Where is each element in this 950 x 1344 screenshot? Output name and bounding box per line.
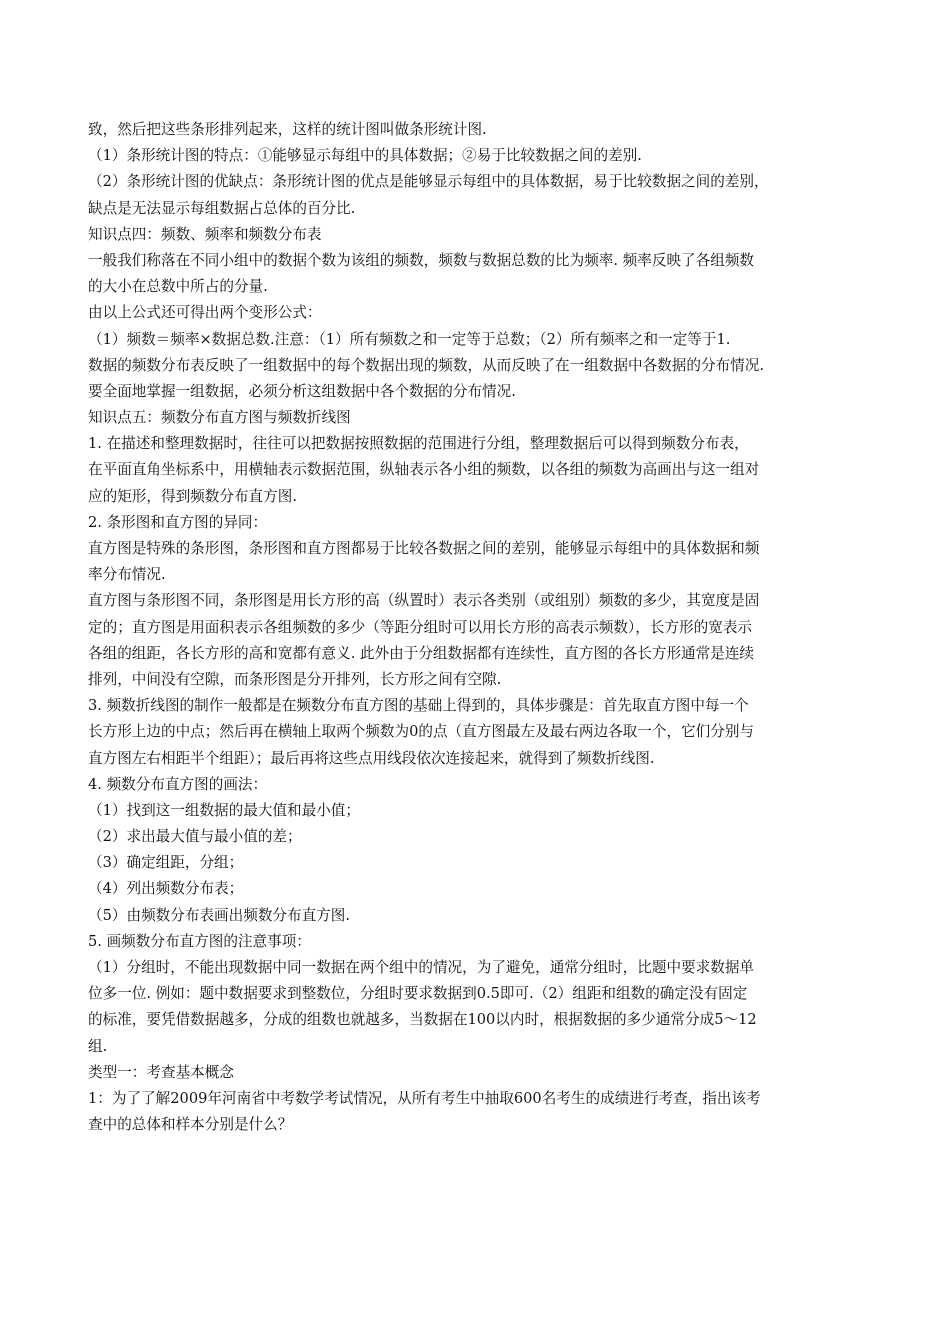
question-line: 查中的总体和样本分别是什么？ bbox=[88, 1116, 293, 1134]
paragraph-line: 1. 在描述和整理数据时，往往可以把数据按照数据的范围进行分组，整理数据后可以得到频数分布表， bbox=[88, 435, 749, 453]
section-heading: 知识点四：频数、频率和频数分布表 bbox=[88, 225, 322, 243]
list-item: （5）由频数分布表画出频数分布直方图. bbox=[88, 906, 351, 924]
paragraph-line: 数据的频数分布表反映了一组数据中的每个数据出现的频数，从而反映了在一组数据中各数据的分布情况. bbox=[88, 356, 764, 374]
list-item: （4）列出频数分布表； bbox=[88, 880, 244, 898]
paragraph-line: 3. 频数折线图的制作一般都是在频数分布直方图的基础上得到的，具体步骤是：首先取直方图中每一个 bbox=[88, 697, 749, 715]
paragraph-line: 排列，中间没有空隙，而条形图是分开排列，长方形之间有空隙. bbox=[88, 670, 502, 688]
list-item: （1）找到这一组数据的最大值和最小值； bbox=[88, 801, 360, 819]
paragraph-line: 各组的组距，各长方形的高和宽都有意义. 此外由于分组数据都有连续性，直方图的各长方形通常是连续 bbox=[88, 644, 755, 662]
paragraph-line: 的大小在总数中所占的分量. bbox=[88, 278, 268, 296]
paragraph-line: 定的；直方图是用面积表示各组频数的多少（等距分组时可以用长方形的高表示频数），长方形的宽表示 bbox=[88, 618, 753, 636]
paragraph-line: 一般我们称落在不同小组中的数据个数为该组的频数，频数与数据总数的比为频率. 频率反映了各组频数 bbox=[88, 251, 755, 269]
paragraph-line: （1）条形统计图的特点：①能够显示每组中的具体数据；②易于比较数据之间的差别. bbox=[88, 147, 642, 165]
paragraph-line: 直方图是特殊的条形图，条形图和直方图都易于比较各数据之间的差别，能够显示每组中的具体数据和频 bbox=[88, 540, 760, 557]
paragraph-line: （1）频数＝频率×数据总数.注意：（1）所有频数之和一定等于总数；（2）所有频率之和一定等于1. bbox=[88, 330, 731, 348]
question-line: 1：为了了解2009年河南省中考数学考试情况，从所有考生中抽取600名考生的成绩进行考查，指出该考 bbox=[88, 1089, 761, 1107]
paragraph-line: 2. 条形图和直方图的异同： bbox=[88, 513, 268, 531]
paragraph-line: 直方图左右相距半个组距）；最后再将这些点用线段依次连接起来，就得到了频数折线图. bbox=[88, 749, 655, 767]
list-item: （3）确定组距，分组； bbox=[88, 854, 244, 872]
paragraph-line: 缺点是无法显示每组数据占总体的百分比. bbox=[88, 199, 356, 217]
paragraph-line: 5. 画频数分布直方图的注意事项： bbox=[88, 932, 311, 950]
paragraph-line: 位多一位. 例如：题中数据要求到整数位，分组时要求数据到0.5即可.（2）组距和组数的确定没有固定 bbox=[88, 985, 748, 1003]
paragraph-line: 应的矩形，得到频数分布直方图. bbox=[88, 487, 297, 505]
paragraph-line: 要全面地掌握一组数据，必须分析这组数据中各个数据的分布情况. bbox=[88, 382, 516, 400]
document-body bbox=[88, 117, 866, 1138]
paragraph-line: 率分布情况. bbox=[88, 566, 166, 584]
paragraph-line: 长方形上边的中点；然后再在横轴上取两个频数为0的点（直方图最左及最右两边各取一个，它们分别与 bbox=[88, 723, 755, 741]
paragraph-line: 由以上公式还可得出两个变形公式： bbox=[88, 304, 322, 322]
list-item: （2）求出最大值与最小值的差； bbox=[88, 828, 302, 846]
paragraph-line: 致，然后把这些条形排列起来，这样的统计图叫做条形统计图. bbox=[88, 121, 487, 138]
paragraph-line: 组. bbox=[88, 1037, 108, 1055]
paragraph-line: 在平面直角坐标系中，用横轴表示数据范围，纵轴表示各小组的频数，以各组的频数为高画出与这一组对 bbox=[88, 461, 760, 479]
paragraph-line: 4. 频数分布直方图的画法： bbox=[88, 775, 268, 793]
paragraph-line: （1）分组时，不能出现数据中同一数据在两个组中的情况，为了避免，通常分组时，比题中要求数据单 bbox=[88, 959, 755, 976]
paragraph-line: （2）条形统计图的优缺点：条形统计图的优点是能够显示每组中的具体数据，易于比较数据之间的差别， bbox=[88, 173, 769, 191]
paragraph-line: 直方图与条形图不同，条形图是用长方形的高（纵置时）表示各类别（或组别）频数的多少，其宽度是固 bbox=[88, 592, 760, 610]
section-heading: 知识点五：频数分布直方图与频数折线图 bbox=[88, 409, 351, 427]
section-heading: 类型一：考查基本概念 bbox=[88, 1063, 234, 1081]
paragraph-line: 的标准，要凭借数据越多，分成的组数也就越多，当数据在100以内时，根据数据的多少通常分成5～12 bbox=[88, 1011, 757, 1029]
